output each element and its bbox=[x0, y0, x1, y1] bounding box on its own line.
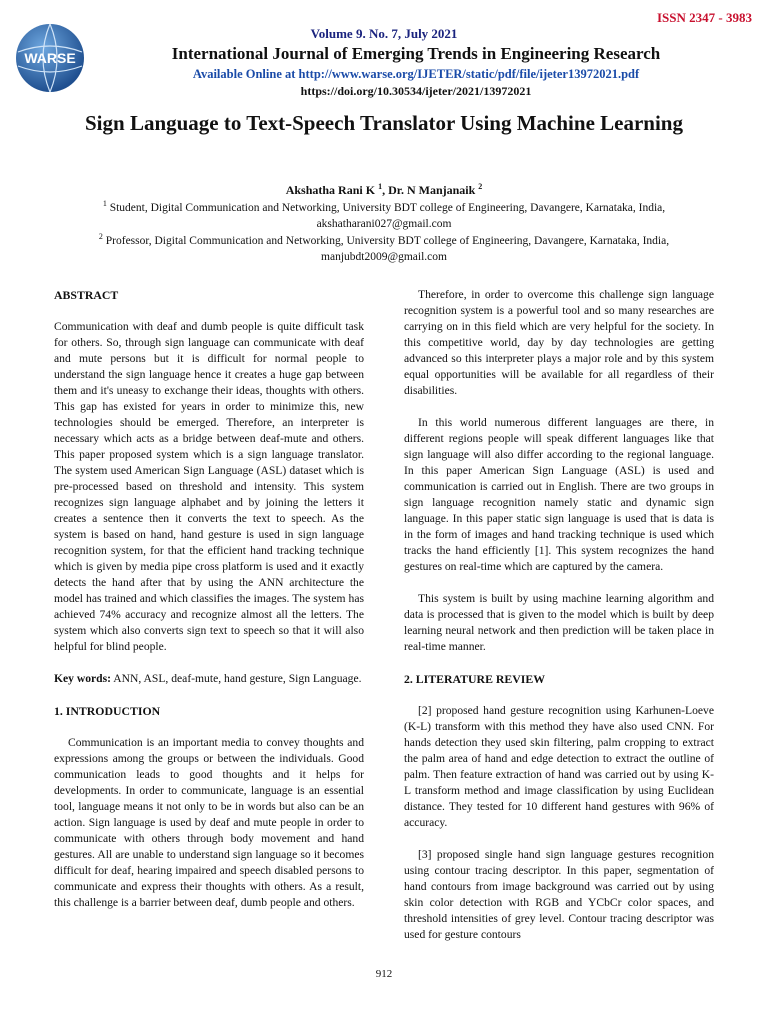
intro-paragraph-4: This system is built by using machine learning algorithm and data is processed that is given to the model which is built by deep learning neural network and then prediction will be taken place in real-time manner. bbox=[404, 592, 714, 653]
literature-review-heading: 2. LITERATURE REVIEW bbox=[404, 672, 546, 686]
available-online-link[interactable]: Available Online at http://www.warse.org/IJETER/static/pdf/file/ijeter13972021.pdf bbox=[192, 67, 640, 81]
author-2-sup: 2 bbox=[478, 182, 483, 191]
logo-text: WARSE bbox=[24, 50, 76, 66]
intro-paragraph-2: Therefore, in order to overcome this challenge sign language recognition system is a powerful tool and so many researches are carrying on in this field which are very helpful for the society. In this competitive world, day by day technologies are getting advanced so this interpreter plays a major role and by this system equal opportunities will be available for all regardless of their disabilities. bbox=[404, 288, 714, 397]
literature-paragraph-2: [3] proposed single hand sign language gestures recognition using contour tracing descriptor. In this paper, segmentation of hand contours from image background was carried out by using skin color detection with RGB and YCbCr color spaces, and threshold intensities of grey level. Contour tracing descriptor was used for gesture contours bbox=[404, 848, 714, 941]
affiliation-1: $^1$ Student, Digital Communication and Networking, University BDT college of Engineering, Davangere, Karnataka, India, akshatharani027@gmail.com bbox=[102, 199, 666, 230]
author-1-sup: 1 bbox=[378, 182, 383, 191]
right-column bbox=[404, 287, 714, 959]
abstract-text: Communication with deaf and dumb people is quite difficult task for others. So, through sign language can communicate with deaf and mute persons but it is difficult for normal people to understand the sign language hence it creates a huge gap between them and it's uneasy to exchange their ideas, thoughts with others. This gap has existed for years in order to minimize this, new technologies should be emerged. Therefore, an interpreter is necessary which acts as a bridge between deaf-mute and others. This paper proposed system which is a sign language translator. The system used American Sign Language (ASL) dataset which is pre-processed based on threshold and intensity. This system recognizes sign language alphabet and by joining the letters it creates a sentence then it converts the text to speech. As the system is based on hand, hand gesture is used in sign language recognition system, for that the efficient hand tracking technique which is given by media pipe cross platform is used and it exactly detects the hand after that by using the ANN architecture the model has trained and which classifies the images. The system has achieved 74% accuracy and recognize almost all the letters. The system which also converts sign text to speech so that it will also helpful for blind people. bbox=[54, 320, 364, 653]
left-column bbox=[54, 287, 364, 927]
volume-issue: Volume 9. No. 7, July 2021 bbox=[310, 26, 458, 41]
literature-paragraph-1: [2] proposed hand gesture recognition using Karhunen-Loeve (K-L) transform with this method they have also used CNN. For hands detection they used skin filtering, palm cropping to extract the palm area of hand and edge detection to extract the outline of palm. Then feature extraction of hand was carried out by using K-L transform method and image classification by using Euclidean distance. They tested for 10 different hand gestures with 96% of accuracy. bbox=[404, 704, 714, 829]
author-1: Akshatha Rani K bbox=[285, 183, 376, 197]
page-number: 912 bbox=[375, 968, 393, 980]
keywords: Key words: ANN, ASL, deaf-mute, hand gesture, Sign Language. bbox=[54, 672, 362, 685]
issn: ISSN 2347 - 3983 bbox=[657, 10, 752, 25]
affiliation-2: $^2$ Professor, Digital Communication and Networking, University BDT college of Engineering, Davangere, Karnataka, India, manjubdt2009@gmail.com bbox=[98, 232, 670, 263]
doi-link[interactable]: https://doi.org/10.30534/ijeter/2021/13972021 bbox=[300, 84, 532, 98]
abstract-heading: ABSTRACT bbox=[54, 288, 119, 302]
author-2: Dr. N Manjanaik bbox=[388, 183, 476, 197]
introduction-heading: 1. INTRODUCTION bbox=[54, 704, 161, 718]
paper-title: Sign Language to Text-Speech Translator Using Machine Learning bbox=[85, 111, 683, 135]
introduction-text: Communication is an important media to convey thoughts and expressions among the groups or between the individuals. Good communication leads to good thoughts and it helps for developments. In order to communicate, language is an essential tool, language means it not only to be in words but also can be an action. Sign language is used by deaf and mute people in order to communicate with others through body movement and hand gestures. All are unable to understand sign language so it becomes difficult for deaf, hearing impaired and speech disabled persons to communicate and express their thoughts with others. As a result, this challenge is a barrier between deaf, dumb people and others. bbox=[54, 736, 364, 909]
authors: Akshatha Rani K $^1$, Dr. N Manjanaik $^2$ bbox=[285, 182, 483, 197]
journal-name: International Journal of Emerging Trends in Engineering Research bbox=[171, 44, 661, 63]
intro-paragraph-3: In this world numerous different languages are there, in different regions people will speak different languages like that sign language will also differ according to the regional language. In this paper American Sign Language (ASL) is used and communication is carried out in English. There are two groups in sign language recognition namely static and dynamic sign language. In this paper static sign language is used that is data is in the form of images and hand tracking technique is used which tracks the hand efficiently [1]. This system recognizes the hand gestures on real-time which are captured by the camera. bbox=[404, 416, 714, 573]
